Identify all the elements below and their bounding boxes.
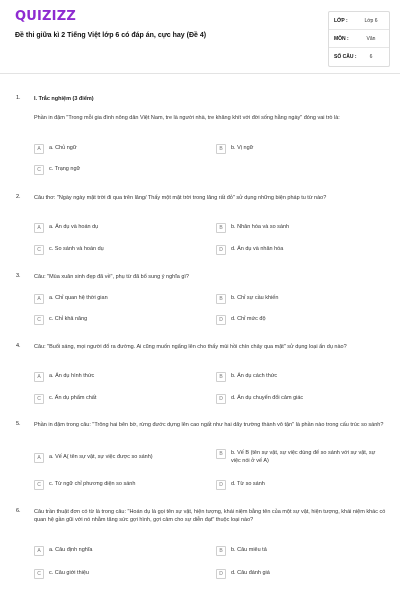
option-c[interactable] (34, 166, 194, 175)
option-a[interactable] (34, 224, 194, 233)
option-text: a. Ẩn dụ hình thức (49, 373, 95, 379)
header-divider (0, 73, 400, 74)
option-text: c. Chỉ khả năng (49, 316, 88, 322)
section-title: I. Trắc nghiệm (3 điểm) (34, 96, 94, 102)
header (0, 0, 400, 72)
option-letter: A (34, 453, 44, 463)
option-text: c. Ẩn dụ phẩm chất (49, 395, 97, 401)
option-text: a. Câu định nghĩa (49, 547, 93, 553)
meta-value: Lớp 6 (364, 17, 378, 24)
option-c[interactable] (34, 570, 194, 579)
option-letter: A (34, 546, 44, 556)
option-b[interactable] (216, 295, 376, 304)
option-text: d. Ẩn dụ và nhân hóa (231, 246, 284, 252)
option-d[interactable] (216, 246, 376, 255)
option-letter: A (34, 294, 44, 304)
option-a[interactable] (34, 547, 194, 556)
meta-value: 6 (369, 54, 373, 60)
question-text: Câu: "Mùa xuân sinh đẹp đã về", phụ từ đã bổ sung ý nghĩa gì? (34, 274, 189, 280)
question-text: Phần in đậm "Trong mỗi gia đình nông dân Việt Nam, tre là người nhà, tre khăng khít với đời sống hằng ngày" đóng vai trò là: (34, 115, 340, 121)
option-letter: C (34, 165, 44, 175)
option-b[interactable] (216, 224, 376, 233)
option-text: d. Câu đánh giá (231, 570, 270, 576)
question-text: Câu thơ: "Ngày ngày mặt trời đi qua trên lăng/ Thấy một mặt trời trong lăng rất đỏ" sử dụng những biện pháp tu từ nào? (34, 195, 327, 201)
question-number: 4. (16, 343, 21, 349)
option-letter: C (34, 315, 44, 325)
option-text: c. So sánh và hoán dụ (49, 246, 104, 252)
option-text: c. Câu giới thiệu (49, 570, 89, 576)
option-b[interactable] (216, 145, 376, 154)
option-letter: B (216, 294, 226, 304)
option-text: b. Câu miêu tả (231, 547, 267, 553)
option-text: b. Chỉ sự cầu khiến (231, 295, 279, 301)
option-text: b. Ẩn dụ cách thức (231, 373, 278, 379)
option-d[interactable] (216, 316, 376, 325)
meta-key: LỚP : (334, 17, 348, 24)
option-a[interactable] (34, 373, 194, 382)
meta-box (328, 11, 390, 67)
option-text: c. Trạng ngữ (49, 166, 81, 172)
option-letter: C (34, 569, 44, 579)
option-text: a. Chỉ quan hệ thời gian (49, 295, 108, 301)
option-text: b. Vị ngữ (231, 145, 254, 151)
option-c[interactable] (34, 316, 194, 325)
question-text: Câu trần thuật đơn có từ là trong câu: "Hoán dụ là gọi tên sự vật, hiện tượng, khái niệm bằng tên của một sự vật, hiện tượng, khái niệm khác có quan hệ gần gũi với nó nhằm tăng sức gợi hình, gợi cảm cho sự diễn đạt" thuộc loại nào? (34, 509, 386, 523)
question-text: Phần in đậm trong câu: "Trông hai bên bờ, rừng đước dựng lên cao ngất như hai dãy trường thành vô tận" là phần nào trong cấu trúc so sánh? (34, 422, 384, 428)
question-text: Câu: "Buổi sáng, mọi người đổ ra đường. Ai cũng muốn ngẩng lên cho thấy mùi hồi chín chảy qua mặt" sử dụng loại ẩn dụ nào? (34, 344, 347, 350)
option-c[interactable] (34, 395, 194, 404)
option-b[interactable] (216, 547, 376, 556)
option-text: b. Vế B (tên sự vật, sự việc dùng để so sánh với sự vật, sự việc nói ở vế A) (231, 450, 376, 464)
option-letter: C (34, 394, 44, 404)
option-text: c. Từ ngữ chỉ phương diện so sánh (49, 481, 136, 487)
option-letter: D (216, 315, 226, 325)
option-text: a. Vế A( tên sự vật, sự việc được so sánh) (49, 454, 153, 460)
option-d[interactable] (216, 481, 376, 490)
option-b[interactable] (216, 450, 376, 465)
option-letter: A (34, 144, 44, 154)
option-text: b. Nhân hóa và so sánh (231, 224, 290, 230)
option-d[interactable] (216, 570, 376, 579)
option-letter: B (216, 144, 226, 154)
option-letter: B (216, 449, 226, 459)
question-number: 5. (16, 421, 21, 427)
meta-row-count (329, 48, 389, 66)
section-number: 1. (16, 95, 21, 101)
option-letter: B (216, 372, 226, 382)
option-letter: D (216, 569, 226, 579)
option-letter: A (34, 223, 44, 233)
option-letter: A (34, 372, 44, 382)
question-number: 3. (16, 273, 21, 279)
option-text: a. Ẩn dụ và hoán dụ (49, 224, 99, 230)
option-c[interactable] (34, 481, 194, 490)
option-a[interactable] (34, 454, 194, 463)
option-c[interactable] (34, 246, 194, 255)
option-letter: C (34, 245, 44, 255)
meta-key: SỐ CÂU : (334, 54, 357, 60)
option-text: d. Từ so sánh (231, 481, 265, 487)
option-b[interactable] (216, 373, 376, 382)
option-letter: D (216, 245, 226, 255)
option-text: d. Chỉ mức độ (231, 316, 266, 322)
option-a[interactable] (34, 295, 194, 304)
question-number: 2. (16, 194, 21, 200)
option-a[interactable] (34, 145, 194, 154)
meta-key: MÔN : (334, 35, 349, 42)
question-number: 6. (16, 508, 21, 514)
meta-row-subject (329, 30, 389, 48)
quizizz-logo[interactable]: QUIZIZZ (15, 9, 76, 24)
option-letter: D (216, 394, 226, 404)
meta-row-class (329, 12, 389, 30)
option-text: d. Ẩn dụ chuyển đổi cảm giác (231, 395, 304, 401)
option-letter: B (216, 223, 226, 233)
option-letter: D (216, 480, 226, 490)
page-title: Đề thi giữa kì 2 Tiếng Việt lớp 6 có đáp án, cực hay (Đề 4) (15, 32, 207, 39)
option-letter: C (34, 480, 44, 490)
option-letter: B (216, 546, 226, 556)
meta-value: Văn (366, 35, 376, 42)
option-text: a. Chủ ngữ (49, 145, 77, 151)
option-d[interactable] (216, 395, 376, 404)
